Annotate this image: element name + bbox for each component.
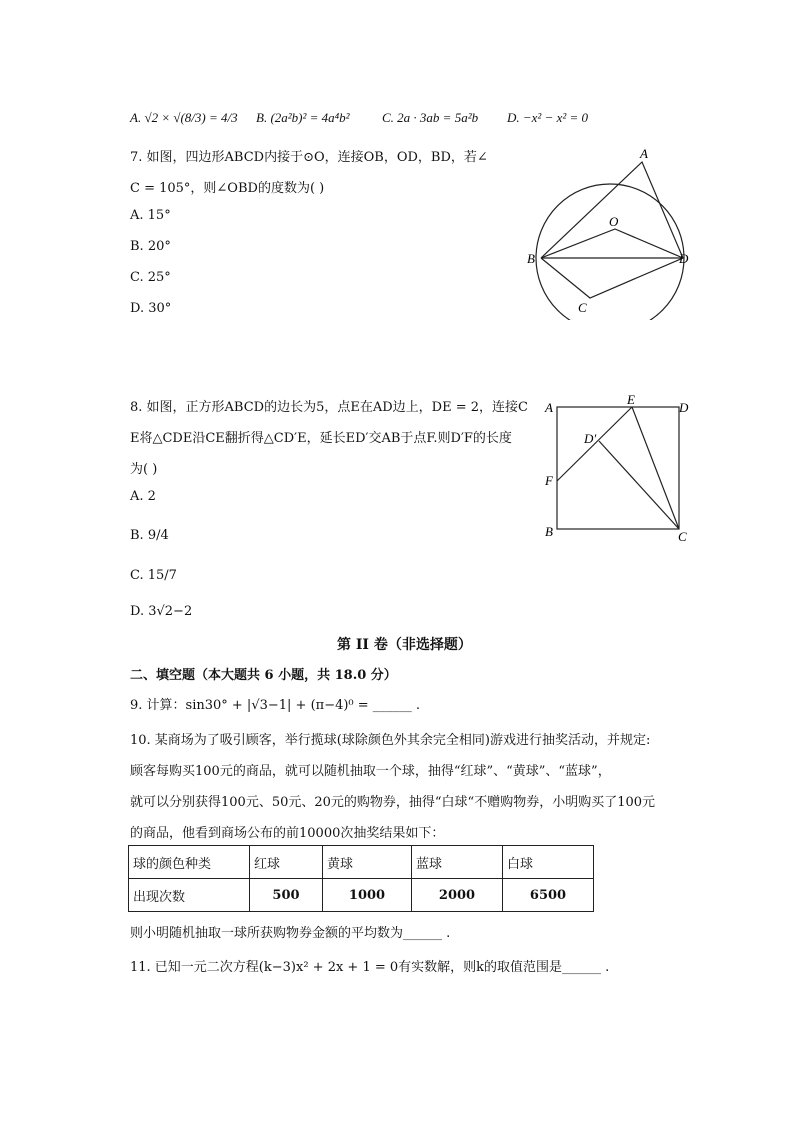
table-row — [129, 879, 594, 912]
lottery-results-table — [128, 845, 594, 912]
table-header-cell: 红球 — [250, 846, 323, 879]
q11-text: 11. 已知一元二次方程(k−3)x² + 2x + 1 = 0有实数解，则k的取值范围是______ . — [130, 960, 610, 975]
q7-label-a: A — [640, 146, 648, 161]
table-cell: 出现次数 — [129, 879, 250, 912]
q8-option-a: A. 2 — [130, 489, 156, 504]
q6-option-b: B. (2a²b)² = 4a⁴b² — [256, 110, 350, 125]
q9-text: 9. 计算：sin30° + |√3−1| + (π−4)⁰ = ______ . — [130, 698, 421, 713]
q8-label-d-prime: D′ — [584, 431, 597, 446]
q8-label-c: C — [678, 529, 687, 544]
q8-option-d: D. 3√2−2 — [130, 604, 193, 619]
q6-option-d: D. −x² − x² = 0 — [507, 110, 589, 125]
q10-question: 则小明随机抽取一球所获购物券金额的平均数为______ . — [130, 926, 451, 941]
triangle-cd-prime-e — [599, 407, 679, 529]
q8-option-c: C. 15/7 — [130, 568, 177, 583]
table-cell: 500 — [250, 879, 323, 912]
square-abcd — [557, 407, 679, 529]
q7-stem-line1: 7. 如图，四边形ABCD内接于⊙O，连接OB，OD，BD，若∠ — [130, 150, 488, 165]
table-cell: 2000 — [412, 879, 503, 912]
q7-option-a: A. 15° — [130, 208, 171, 223]
q7-stem-line2: C = 105°，则∠OBD的度数为( ) — [130, 181, 325, 196]
q8-stem-line3: 为( ) — [130, 462, 158, 477]
table-cell: 1000 — [323, 879, 412, 912]
q10-line1: 10. 某商场为了吸引顾客，举行揽球(球除颜色外其余完全相同)游戏进行抽奖活动，并规定: — [130, 733, 651, 748]
q7-circle-figure — [520, 140, 705, 320]
q10-line4: 的商品，他看到商场公布的前10000次抽奖结果如下： — [130, 826, 445, 841]
table-cell: 6500 — [503, 879, 594, 912]
table-header-cell: 白球 — [503, 846, 594, 879]
circle-o — [536, 184, 684, 320]
q8-stem-line2: E将△CDE沿CE翻折得△CD′E，延长ED′交AB于点F.则D′F的长度 — [130, 431, 512, 446]
table-header-cell: 球的颜色种类 — [129, 846, 250, 879]
q7-label-b: B — [527, 251, 535, 266]
q7-label-o: O — [609, 214, 619, 229]
q8-label-f: F — [545, 473, 553, 488]
q10-line2: 顾客每购买100元的商品，就可以随机抽取一个球，抽得“红球”、“黄球”、“蓝球”， — [130, 764, 611, 779]
q7-option-d: D. 30° — [130, 301, 172, 316]
q7-option-b: B. 20° — [130, 239, 171, 254]
q7-option-c: C. 25° — [130, 270, 171, 285]
part2-title: 第 II 卷（非选择题） — [337, 637, 472, 653]
q7-label-d: D — [679, 251, 689, 266]
segments-ob-od — [541, 229, 683, 258]
q6-option-a: A. √2 × √(8/3) = 4/3 — [130, 110, 238, 125]
q8-square-figure — [540, 393, 700, 548]
q8-label-a: A — [545, 400, 553, 415]
q8-label-e: E — [627, 393, 635, 407]
q8-label-b: B — [545, 524, 553, 539]
q10-line3: 就可以分别获得100元、50元、20元的购物券，抽得“白球“不赠购物券，小明购买了100元 — [130, 795, 656, 810]
q8-stem-line1: 8. 如图，正方形ABCD的边长为5，点E在AD边上，DE = 2，连接C — [130, 400, 528, 415]
q8-label-d: D — [679, 400, 689, 415]
table-row — [129, 846, 594, 879]
q6-option-c: C. 2a · 3ab = 5a²b — [382, 110, 479, 125]
table-header-cell: 蓝球 — [412, 846, 503, 879]
section2-title: 二、填空题（本大题共 6 小题，共 18.0 分） — [130, 668, 397, 683]
q7-label-c: C — [578, 300, 587, 315]
q8-option-b: B. 9/4 — [130, 528, 169, 543]
table-header-cell: 黄球 — [323, 846, 412, 879]
